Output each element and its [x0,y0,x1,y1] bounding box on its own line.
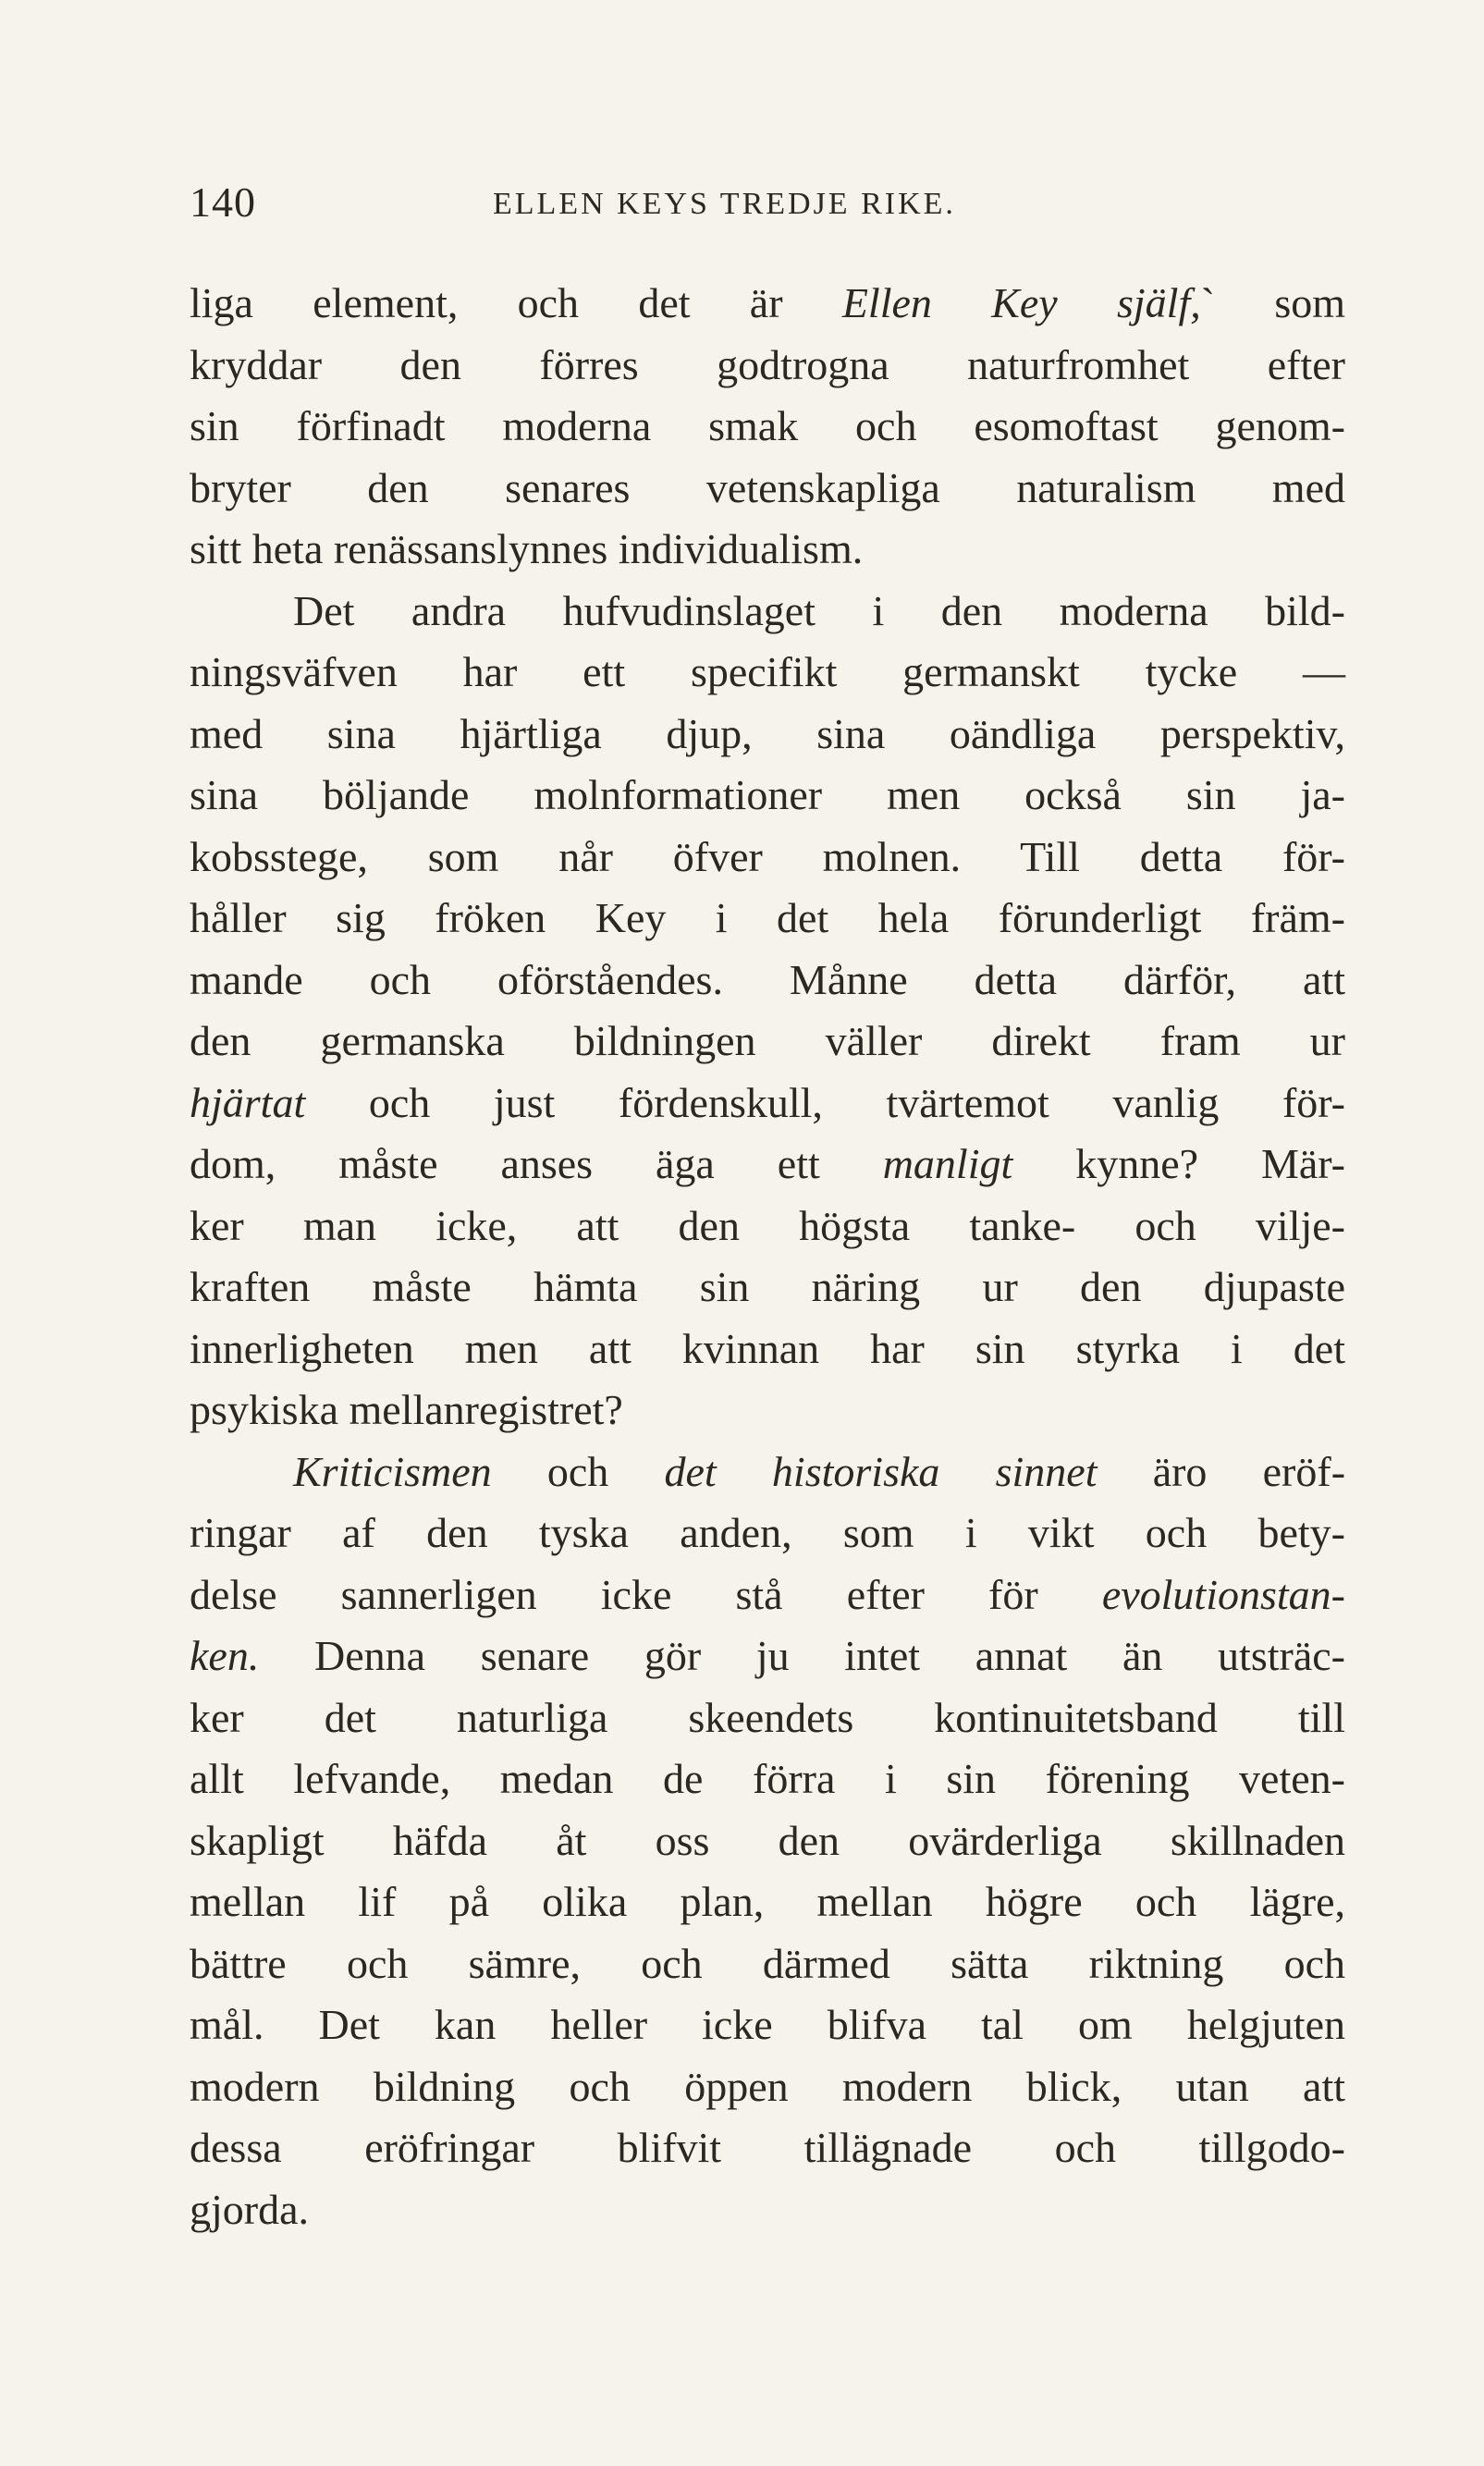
text-line [190,2179,1345,2241]
text-line [190,335,1345,397]
text-run: ningsväfven har ett specifikt germanskt tycke — [190,648,1345,695]
text-line [190,1994,1345,2056]
text-run: ` som [1200,279,1346,326]
text-line [190,1011,1345,1073]
text-line [190,827,1345,889]
text-run: och [491,1447,665,1495]
text-run: ringar af den tyska anden, som i vikt och bety- [190,1509,1345,1556]
text-run: bryter den senares vetenskapliga naturalism med [190,463,1345,511]
text-line [190,1933,1345,1995]
page-number: 140 [190,178,256,226]
text-line [190,1134,1345,1196]
text-line [190,765,1345,827]
text-run: med sina hjärtliga djup, sina oändliga perspektiv, [190,709,1345,757]
text-line [190,1503,1345,1564]
text-line [190,1196,1345,1258]
italic-text: Ellen Key själf, [841,279,1201,326]
text-run: mande och oförståendes. Månne detta därför, att [190,955,1345,1003]
text-run: och just fördenskull, tvärtemot vanlig för- [305,1078,1345,1126]
text-run: den germanska bildningen väller direkt fram ur [190,1017,1345,1064]
text-line [190,273,1345,335]
italic-text: ken. [190,1632,260,1679]
text-run: Denna senare gör ju intet annat än utsträc- [259,1632,1345,1679]
text-run: sin förfinadt moderna smak och esomoftast genom- [190,402,1345,449]
text-line [190,2056,1345,2118]
text-line [190,1564,1345,1626]
text-run: gjorda. [190,2185,310,2233]
text-line [190,950,1345,1012]
text-line [190,1871,1345,1933]
text-line [190,1687,1345,1749]
text-run: Det andra hufvudinslaget i den moderna bild- [293,586,1345,634]
text-line [190,704,1345,766]
text-line [190,642,1345,704]
text-line [190,1442,1345,1503]
text-run: mellan lif på olika plan, mellan högre och lägre, [190,1878,1345,1925]
running-head [190,178,1345,233]
text-line [190,1319,1345,1380]
italic-text: evolutionstan- [1101,1570,1345,1618]
text-run: sitt heta renässanslynnes individualism. [190,525,864,572]
text-line [190,519,1345,581]
text-line [190,1748,1345,1810]
text-run: bättre och sämre, och därmed sätta riktning och [190,1939,1345,1987]
italic-text: det historiska sinnet [664,1447,1098,1495]
text-run: liga element, och det är [190,279,842,326]
text-line [190,1380,1345,1442]
text-run: håller sig fröken Key i det hela förunderligt främ- [190,894,1345,941]
text-line [190,1626,1345,1687]
text-line [190,396,1345,458]
text-run: dom, måste anses äga ett [190,1140,883,1187]
text-run: modern bildning och öppen modern blick, utan att [190,2062,1345,2110]
text-line [190,1257,1345,1319]
text-run: kryddar den förres godtrogna naturfromhet efter [190,340,1345,388]
text-run: kraften måste hämta sin näring ur den djupaste [190,1263,1345,1310]
text-run: psykiska mellanregistret? [190,1386,623,1433]
text-run: ker man icke, att den högsta tanke- och vilje- [190,1201,1345,1249]
text-run: delse sannerligen icke stå efter för [190,1570,1102,1618]
text-run: ker det naturliga skeendets kontinuitetsband till [190,1693,1345,1741]
italic-text: Kriticismen [293,1447,492,1495]
text-line [190,581,1345,643]
text-run: kobsstege, som når öfver molnen. Till detta för- [190,832,1345,880]
text-run: innerligheten men att kvinnan har sin styrka i det [190,1324,1345,1372]
text-line [190,458,1345,520]
body-text [190,273,1345,2240]
text-run: dessa eröfringar blifvit tillägnade och tillgodo- [190,2124,1345,2171]
italic-text: manligt [882,1140,1013,1187]
text-line [190,1073,1345,1135]
text-run: kynne? Mär- [1012,1140,1345,1187]
text-run: äro eröf- [1097,1447,1346,1495]
text-line [190,1810,1345,1872]
text-line [190,888,1345,950]
text-run: mål. Det kan heller icke blifva tal om helgjuten [190,2001,1345,2048]
text-run: sina böljande molnformationer men också sin ja- [190,771,1345,818]
text-run: skapligt häfda åt oss den ovärderliga skillnaden [190,1816,1345,1864]
italic-text: hjärtat [190,1078,306,1126]
running-title: ELLEN KEYS TREDJE RIKE. [493,187,956,221]
text-run: allt lefvande, medan de förra i sin förening veten- [190,1755,1345,1802]
text-line [190,2117,1345,2179]
